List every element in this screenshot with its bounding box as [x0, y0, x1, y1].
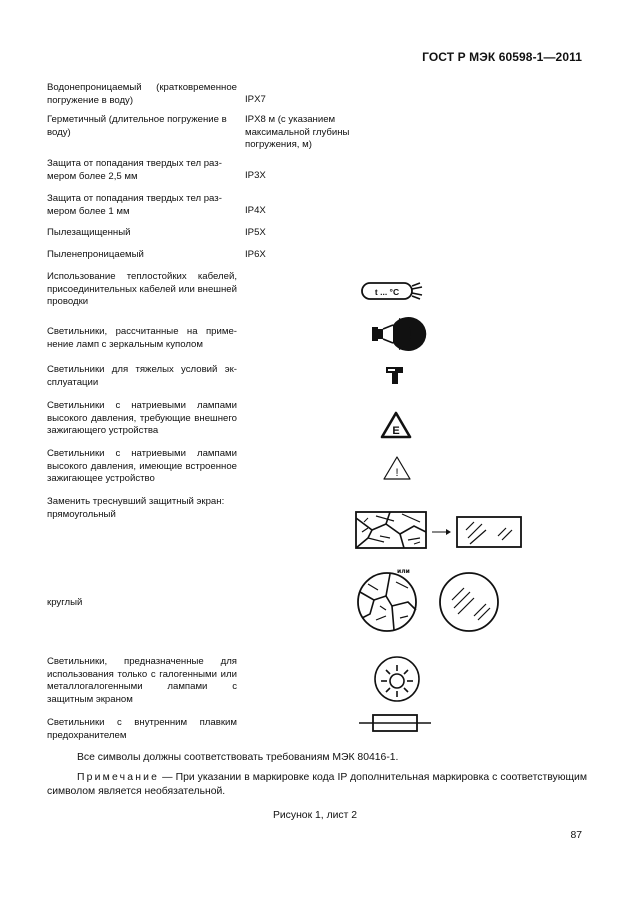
row-code-ip5x: IP5X [245, 227, 266, 238]
label-heat-resistant-cables: Использование теплостойких кабелей, присоединительных кабелей или внешней проводки [47, 271, 237, 308]
rough-service-icon [385, 366, 405, 386]
mirror-dome-lamp-icon [371, 316, 423, 354]
row-label-ip3x: Защита от попадания твердых тел размером более 2,5 мм [47, 158, 222, 182]
external-ignitor-letter: E [392, 425, 400, 437]
replace-cracked-shield-round-icon [356, 570, 506, 634]
label-internal-ignitor: Светильники с натриевыми лампами высокого давления, имеющие встроенное зажигающее устройство [47, 448, 237, 485]
heat-resistant-cable-text: t ... °C [374, 287, 400, 297]
document-header: ГОСТ Р МЭК 60598-1—2011 [422, 50, 582, 64]
label-replace-cracked-shield: Заменить треснувший защитный экран: [47, 496, 225, 507]
label-rough-service: Светильники для тяжелых условий эксплуатации [47, 364, 237, 388]
row-label-ip4x: Защита от попадания твердых тел размером более 1 мм [47, 193, 222, 217]
cracked-rect-shield [356, 512, 426, 548]
row-label-ipx7: Водонепроницаемый (кратковременное погружение в воду) [47, 82, 237, 106]
row-label-ip5x: Пылезащищенный [47, 227, 131, 238]
heat-resistant-cable-icon [360, 280, 430, 302]
replace-cracked-shield-rectangular-icon [354, 508, 524, 554]
row-code-ip3x: IP3X [245, 170, 266, 181]
label-rectangular: прямоугольный [47, 509, 116, 520]
new-rect-shield [457, 517, 521, 547]
row-code-ip6x: IP6X [245, 249, 266, 260]
label-internal-fuse: Светильники с внутренним плавким предохранителем [47, 717, 237, 741]
row-code-ipx8: IPX8 м (с указанием максимальной глубины погружения, м) [245, 114, 350, 151]
cracked-round-shield [358, 573, 416, 631]
note-paragraph [47, 771, 587, 799]
external-ignitor-icon [380, 411, 412, 439]
row-code-ipx7: IPX7 [245, 94, 266, 105]
figure-caption: Рисунок 1, лист 2 [272, 810, 358, 821]
new-round-shield [440, 573, 498, 631]
arrow-icon [432, 529, 451, 535]
note-label: Примечание [77, 772, 160, 783]
label-external-ignitor: Светильники с натриевыми лампами высокого давления, требующие внешнего зажигающего устройства [47, 400, 237, 437]
row-label-ip6x: Пыленепроницаемый [47, 249, 144, 260]
halogen-shielded-lamp-icon [371, 656, 423, 702]
or-label: или [397, 568, 410, 575]
label-round: круглый [47, 597, 83, 608]
label-halogen-lamps: Светильники, предназначенные для использования только с галогенными или металлогалогенными лампами с защитным экраном [47, 656, 237, 705]
row-label-ipx8: Герметичный (длительное погружение в воду) [47, 114, 227, 138]
row-code-ip4x: IP4X [245, 205, 266, 216]
internal-ignitor-icon [382, 455, 412, 481]
internal-fuse-icon [357, 712, 433, 734]
internal-ignitor-mark: ! [395, 467, 399, 479]
label-mirror-dome-lamps: Светильники, рассчитанные на применение ламп с зеркальным куполом [47, 326, 237, 350]
note-text: — При указании в маркировке кода IP дополнительная маркировка с соответствующим символом является необязательной. [47, 772, 587, 797]
page-number: 87 [570, 830, 582, 841]
symbols-requirement-note: Все символы должны соответствовать требованиям МЭК 80416-1. [77, 752, 399, 763]
